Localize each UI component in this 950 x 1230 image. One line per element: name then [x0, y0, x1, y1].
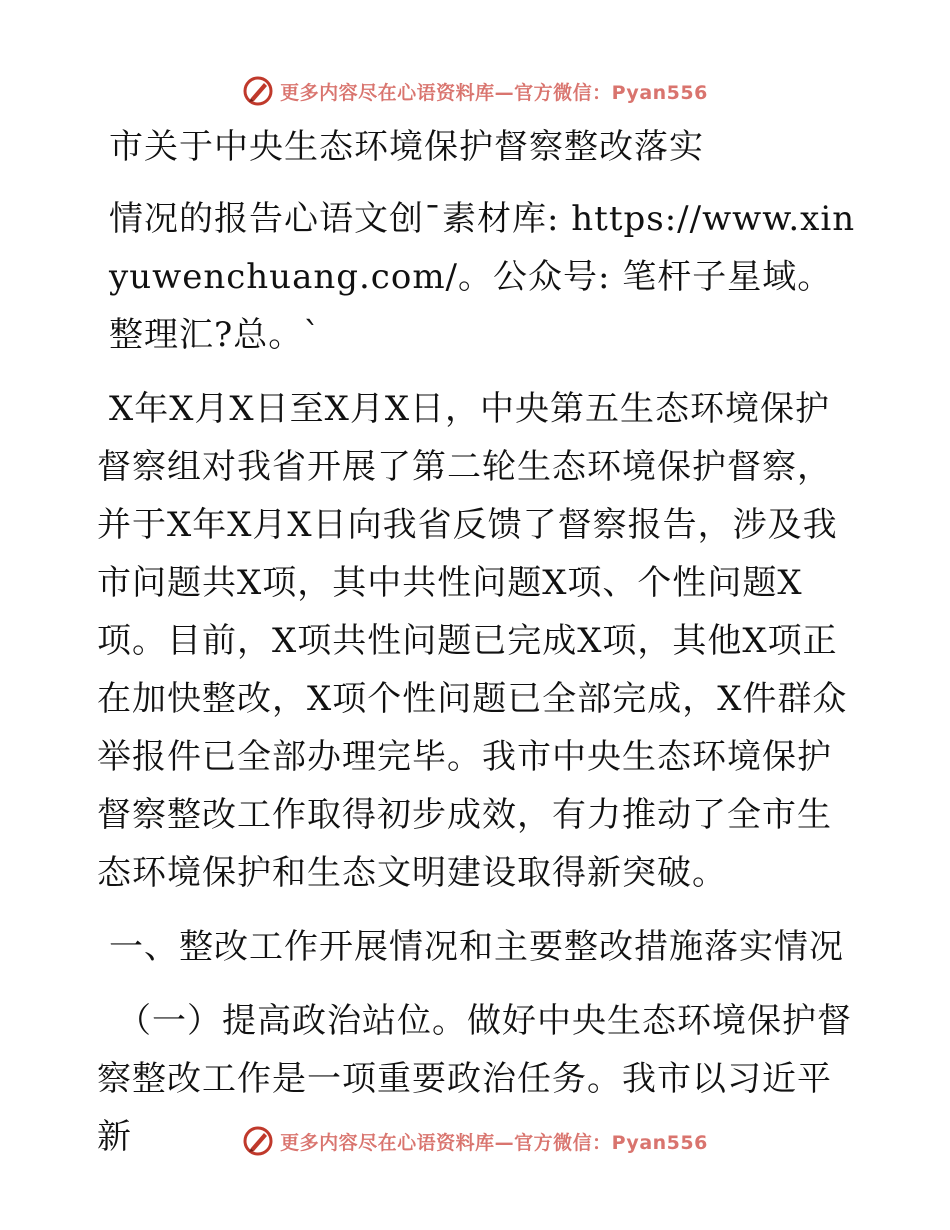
document-body: [97, 118, 857, 1166]
banner-text: 更多内容尽在心语资料库—官方微信：Pyan556: [280, 81, 708, 104]
pen-logo-icon: [242, 1125, 274, 1157]
intro-paragraph: [97, 380, 857, 902]
pen-logo-icon: [242, 75, 274, 107]
intro-paragraph-text: X年X月X日至X月X日，中央第五生态环境保护督察组对我省开展了第二轮生态环境保护督察，并于X年X月X日向我省反馈了督察报告，涉及我市问题共X项，其中共性问题X项、个性问题X项。目前，X项共性问题已完成X项，其他X项正在加快整改，X项个性问题已全部完成，X件群众举报件已全部办理完毕。我市中央生态环境保护督察整改工作取得初步成效，有力推动了全市生态环境保护和生态文明建设取得新突破。: [97, 389, 848, 893]
subsection-paragraph-1-text: （一）提高政治站位。做好中央生态环境保护督察整改工作是一项重要政治任务。我市以习近平新: [97, 1001, 852, 1157]
banner-text: 更多内容尽在心语资料库—官方微信：Pyan556: [280, 1131, 708, 1154]
header-watermark-banner: [0, 71, 950, 111]
report-title-line2: 情况的报告心语文创¯素材库: https://www.xinyuwenchuang.com/。公众号: 笔杆子星域。整理汇?总。`: [109, 199, 856, 355]
report-title-line1: 市关于中央生态环境保护督察整改落实: [109, 127, 704, 167]
section-heading-1: 一、整改工作开展情况和主要整改措施落实情况: [109, 927, 844, 967]
footer-watermark-banner: [0, 1121, 950, 1161]
